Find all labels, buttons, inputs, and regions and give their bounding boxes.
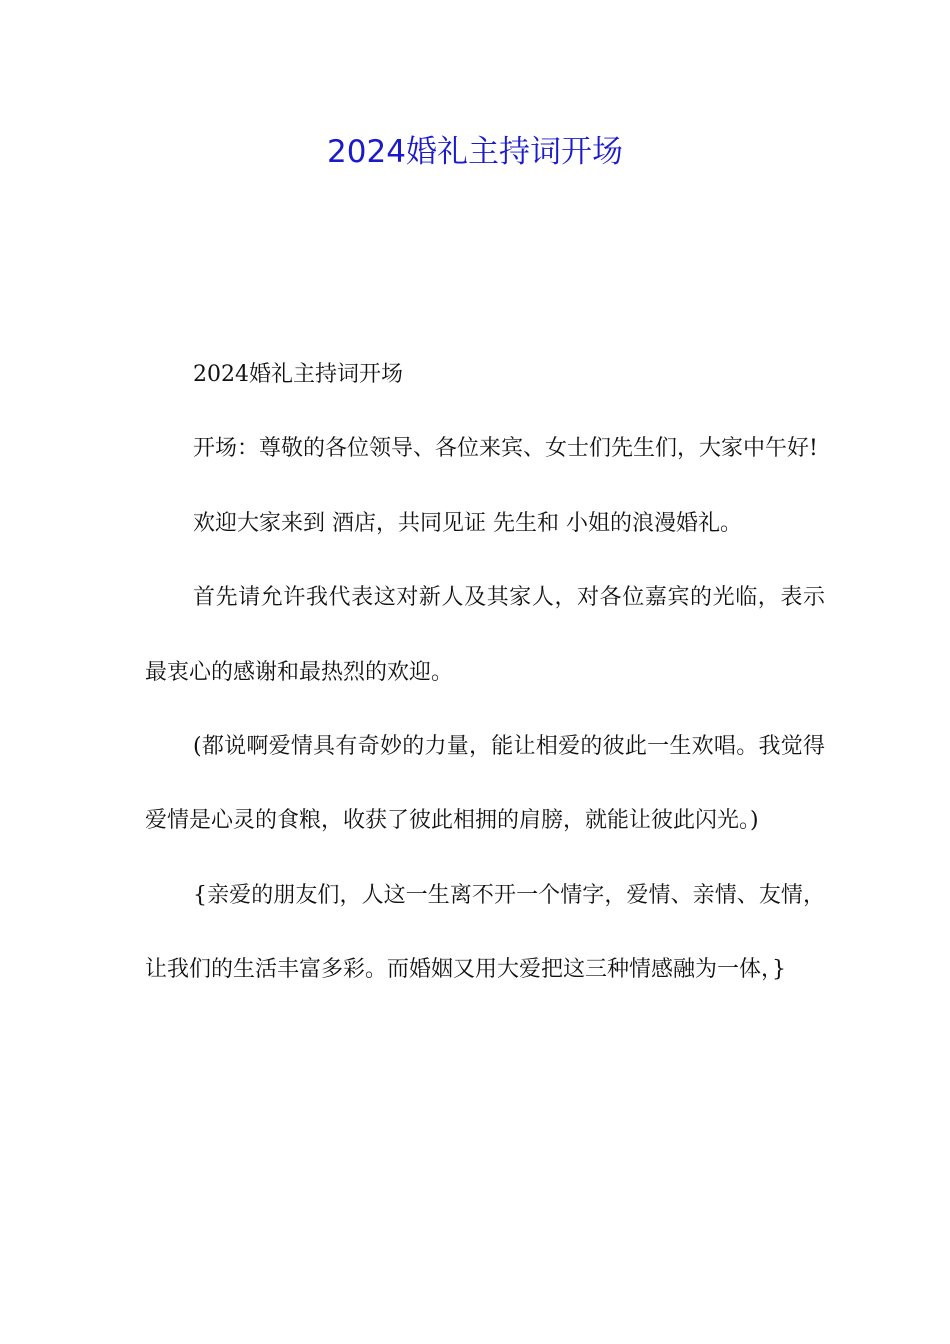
paragraph-friends: {亲爱的朋友们，人这一生离不开一个情字，爱情、亲情、友情，让我们的生活丰富多彩。而婚姻又用大爱把这三种情感融为一体，}	[145, 882, 825, 983]
document-title: 2024婚礼主持词开场	[327, 134, 623, 170]
paragraph-welcome: 欢迎大家来到 酒店，共同见证 先生和 小姐的浪漫婚礼。	[193, 510, 742, 536]
paragraph-love: (都说啊爱情具有奇妙的力量，能让相爱的彼此一生欢唱。我觉得爱情是心灵的食粮，收获了彼此相拥的肩膀，就能让彼此闪光。)	[145, 734, 825, 834]
paragraph-opening: 开场：尊敬的各位领导、各位来宾、女士们先生们，大家中午好!	[193, 436, 818, 462]
paragraph-heading: 2024婚礼主持词开场	[193, 362, 403, 387]
paragraph-thanks: 首先请允许我代表这对新人及其家人，对各位嘉宾的光临，表示最衷心的感谢和最热烈的欢迎。	[145, 585, 825, 685]
document-body	[145, 338, 825, 1008]
